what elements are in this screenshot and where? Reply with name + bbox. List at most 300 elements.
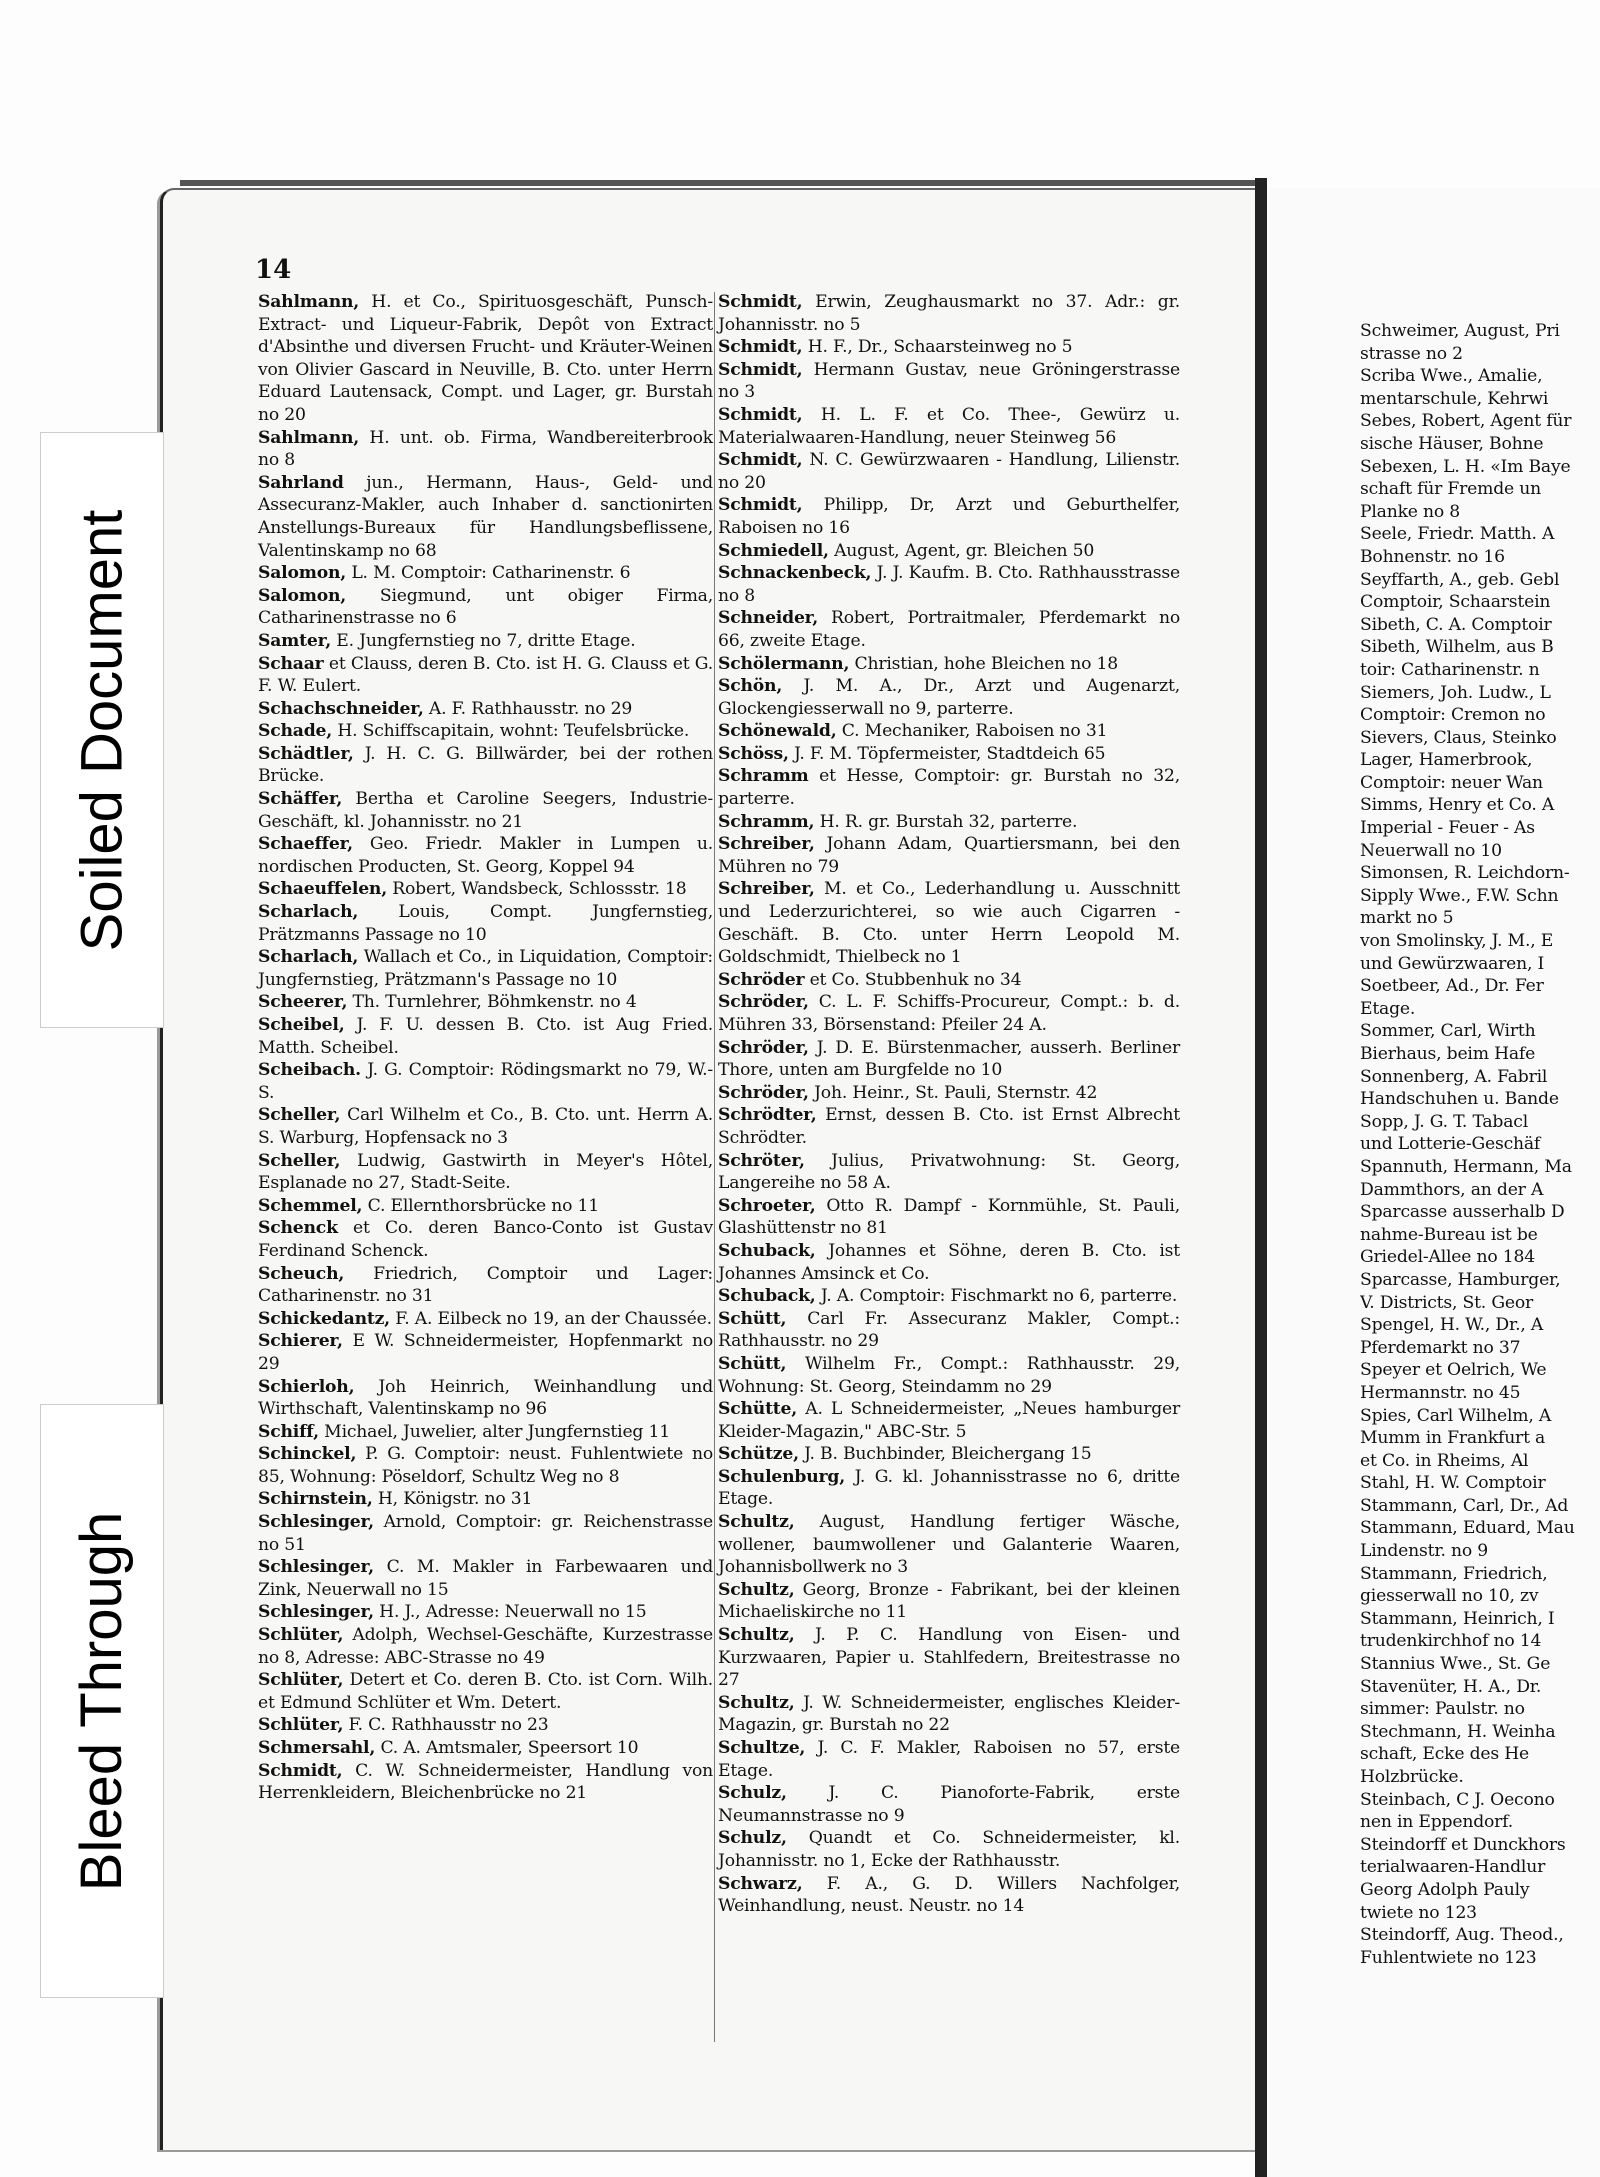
- entry-details: C. Ellernthorsbrücke no 11: [362, 1195, 599, 1216]
- directory-entry: [258, 1760, 713, 1805]
- directory-entry: [258, 698, 713, 721]
- directory-entry: [258, 1195, 713, 1218]
- entry-details: jun., Hermann, Haus-, Geld- und Assecuranz-Makler, auch Inhaber d. sanctionirten Anstellungs-Bureaux für Handlungsbeflissene, Valentinskamp no 68: [258, 472, 713, 561]
- entry-name: Sahrland: [258, 472, 344, 493]
- entry-name: Schinckel,: [258, 1444, 357, 1465]
- directory-entry: [258, 743, 713, 788]
- entry-name: Schütze,: [718, 1444, 799, 1465]
- entry-details: J. M. A., Dr., Arzt und Augenarzt, Glockengiesserwall no 9, parterre.: [718, 676, 1180, 719]
- entry-name: Schirnstein,: [258, 1489, 373, 1510]
- entry-details: et Clauss, deren B. Cto. ist H. G. Clauss et G. F. W. Eulert.: [258, 653, 713, 697]
- page-top-edge: [180, 180, 1260, 186]
- directory-line-truncated: Bierhaus, beim Hafe: [1360, 1044, 1536, 1064]
- directory-line-truncated: Stammann, Eduard, Mau: [1360, 1518, 1575, 1539]
- directory-line-truncated: Sopp, J. G. T. Tabacl: [1360, 1111, 1528, 1132]
- directory-entry: [718, 1692, 1180, 1737]
- entry-details: Robert, Portraitmaler, Pferdemarkt no 66, zweite Etage.: [718, 608, 1180, 651]
- entry-details: F. A., G. D. Willers Nachfolger, Weinhandlung, neust. Neustr. no 14: [718, 1873, 1180, 1917]
- directory-entry: [258, 946, 713, 991]
- entry-details: Georg, Bronze - Fabrikant, bei der kleinen Michaeliskirche no 11: [718, 1579, 1180, 1623]
- entry-details: Wallach et Co., in Liquidation, Comptoir: Jungfernstieg, Prätzmann's Passage no 10: [258, 947, 713, 990]
- entry-name: Schmiedell,: [718, 540, 829, 561]
- directory-line-truncated: Dammthors, an der A: [1360, 1179, 1544, 1200]
- directory-entry: [718, 1285, 1180, 1308]
- entry-name: Schönewald,: [718, 721, 837, 742]
- directory-line-truncated: Comptoir: neuer Wan: [1360, 772, 1543, 793]
- directory-line-truncated: Stahl, H. W. Comptoir: [1360, 1473, 1546, 1494]
- entry-details: J. F. M. Töpfermeister, Stadtdeich 65: [788, 743, 1106, 764]
- entry-details: M. et Co., Lederhandlung u. Ausschnitt und Lederzurichterei, so wie auch Cigarren - Geschäft. B. Cto. unter Herrn Leopold M. Goldschmidt, Thielbeck no 1: [718, 879, 1180, 968]
- column-divider: [714, 292, 715, 2042]
- entry-details: Bertha et Caroline Seegers, Industrie-Geschäft, kl. Johannisstr. no 21: [258, 789, 713, 832]
- directory-line-truncated: Sebexen, L. H. «Im Baye: [1360, 456, 1571, 477]
- directory-line-truncated: nahme-Bureau ist be: [1360, 1224, 1538, 1245]
- directory-line-truncated: Stechmann, H. Weinha: [1360, 1721, 1556, 1742]
- entry-details: Siegmund, unt obiger Firma, Catharinenstrasse no 6: [258, 585, 713, 629]
- entry-details: E W. Schneidermeister, Hopfenmarkt no 29: [258, 1331, 713, 1374]
- directory-entry: [258, 991, 713, 1014]
- page-number: 14: [255, 255, 292, 285]
- entry-details: H. J., Adresse: Neuerwall no 15: [373, 1602, 647, 1623]
- directory-entry: [718, 1737, 1180, 1782]
- directory-line-truncated: Schweimer, August, Pri: [1360, 321, 1560, 341]
- entry-name: Schröder,: [718, 1082, 809, 1103]
- entry-details: H. L. F. et Co. Thee-, Gewürz u. Materialwaaren-Handlung, neuer Steinweg 56: [718, 404, 1180, 448]
- entry-details: et Hesse, Comptoir: gr. Burstah no 32, parterre.: [718, 766, 1180, 810]
- entry-details: Louis, Compt. Jungfernstieg, Prätzmanns Passage no 10: [258, 902, 713, 945]
- directory-line-truncated: Spies, Carl Wilhelm, A: [1360, 1405, 1552, 1426]
- entry-details: Friedrich, Comptoir und Lager: Catharinenstr. no 31: [258, 1263, 713, 1307]
- entry-name: Schultz,: [718, 1579, 795, 1600]
- directory-entry: [258, 562, 713, 585]
- entry-name: Schäffer,: [258, 789, 343, 810]
- entry-details: F. C. Rathhausstr no 23: [343, 1715, 549, 1736]
- directory-entry: [718, 404, 1180, 449]
- directory-entry: [718, 540, 1180, 563]
- directory-line-truncated: markt no 5: [1360, 908, 1454, 929]
- directory-line-truncated: Georg Adolph Pauly: [1360, 1879, 1530, 1900]
- entry-details: H. F., Dr., Schaarsteinweg no 5: [802, 337, 1073, 358]
- directory-entry: [718, 291, 1180, 336]
- entry-details: Michael, Juwelier, alter Jungfernstieg 11: [318, 1421, 670, 1442]
- entry-name: Schreiber,: [718, 834, 815, 855]
- entry-name: Schaeffer,: [258, 834, 353, 855]
- entry-details: J. P. C. Handlung von Eisen- und Kurzwaaren, Papier u. Stahlfedern, Breitestrasse no 27: [718, 1625, 1180, 1691]
- directory-entry: [718, 991, 1180, 1036]
- directory-line-truncated: Hermannstr. no 45: [1360, 1382, 1521, 1403]
- entry-details: L. M. Comptoir: Catharinenstr. 6: [346, 563, 631, 584]
- entry-name: Schaar: [258, 653, 324, 674]
- directory-entry: [718, 1466, 1180, 1511]
- entry-name: Schultz,: [718, 1512, 795, 1533]
- directory-entry: [258, 1330, 713, 1375]
- entry-details: et Co. Stubbenhuk no 34: [804, 969, 1022, 990]
- directory-line-truncated: Sonnenberg, A. Fabril: [1360, 1066, 1548, 1087]
- entry-details: Ernst, dessen B. Cto. ist Ernst Albrecht Schrödter.: [718, 1105, 1180, 1148]
- entry-name: Scharlach,: [258, 947, 359, 968]
- directory-entry: [718, 743, 1180, 766]
- directory-entry: [258, 1443, 713, 1488]
- entry-details: P. G. Comptoir: neust. Fuhlentwiete no 85, Wohnung: Pöseldorf, Schultz Weg no 8: [258, 1444, 713, 1487]
- directory-entry: [718, 1082, 1180, 1105]
- entry-name: Scheuch,: [258, 1263, 345, 1284]
- entry-name: Sahlmann,: [258, 292, 360, 312]
- directory-line-truncated: trudenkirchhof no 14: [1360, 1631, 1542, 1652]
- directory-entry: [718, 765, 1180, 810]
- directory-line-truncated: toir: Catharinenstr. n: [1360, 659, 1540, 680]
- entry-name: Schickedantz,: [258, 1308, 390, 1329]
- directory-line-truncated: Stammann, Friedrich,: [1360, 1563, 1548, 1584]
- entry-name: Scheibach.: [258, 1060, 361, 1081]
- entry-name: Schöss,: [718, 743, 789, 764]
- entry-details: N. C. Gewürzwaaren - Handlung, Lilienstr. no 20: [718, 450, 1180, 493]
- entry-name: Sahlmann,: [258, 427, 360, 448]
- entry-name: Schuback,: [718, 1286, 816, 1307]
- directory-entry: [258, 1263, 713, 1308]
- entry-name: Schlesinger,: [258, 1557, 374, 1578]
- directory-entry: [258, 1104, 713, 1149]
- entry-name: Schramm: [718, 766, 809, 787]
- directory-entry: [258, 1488, 713, 1511]
- entry-name: Schlüter,: [258, 1625, 344, 1646]
- entry-name: Schulz,: [718, 1783, 787, 1804]
- entry-details: Johannes et Söhne, deren B. Cto. ist Johannes Amsinck et Co.: [718, 1240, 1180, 1284]
- entry-name: Schmersahl,: [258, 1738, 376, 1758]
- entry-name: Schröder,: [718, 992, 809, 1013]
- entry-details: August, Agent, gr. Bleichen 50: [828, 540, 1095, 561]
- entry-details: et Co. deren Banco-Conto ist Gustav Ferdinand Schenck.: [258, 1218, 713, 1261]
- directory-entry: [258, 291, 713, 427]
- directory-entry: [718, 1240, 1180, 1285]
- entry-details: Th. Turnlehrer, Böhmkenstr. no 4: [347, 992, 637, 1013]
- directory-line-truncated: Simms, Henry et Co. A: [1360, 795, 1555, 816]
- entry-details: Philipp, Dr, Arzt und Geburthelfer, Raboisen no 16: [718, 495, 1180, 538]
- entry-name: Schröter,: [718, 1150, 805, 1171]
- entry-details: J. B. Buchbinder, Bleichergang 15: [798, 1444, 1092, 1465]
- entry-details: Robert, Wandsbeck, Schlossstr. 18: [387, 879, 687, 900]
- directory-entry: [718, 833, 1180, 878]
- directory-line-truncated: Spannuth, Hermann, Ma: [1360, 1156, 1572, 1177]
- directory-entry: [258, 1014, 713, 1059]
- directory-line-truncated: Comptoir: Cremon no: [1360, 705, 1546, 726]
- directory-line-truncated: Sparcasse ausserhalb D: [1360, 1202, 1565, 1223]
- directory-entry: [718, 811, 1180, 834]
- directory-entry: [718, 1873, 1180, 1918]
- directory-entry: [258, 1217, 713, 1262]
- directory-entry: [718, 359, 1180, 404]
- entry-name: Schultze,: [718, 1738, 806, 1758]
- entry-name: Schneider,: [718, 608, 819, 629]
- directory-entry: [718, 562, 1180, 607]
- book-gutter: [1255, 178, 1267, 2177]
- directory-line-truncated: Steinbach, C J. Oecono: [1360, 1789, 1555, 1810]
- entry-name: Schultz,: [718, 1625, 795, 1646]
- entry-details: Geo. Friedr. Makler in Lumpen u. nordischen Producten, St. Georg, Koppel 94: [258, 834, 713, 877]
- bleed-through-label: [40, 1404, 164, 1998]
- entry-name: Schaeuffelen,: [258, 879, 388, 900]
- directory-entry: [258, 1624, 713, 1669]
- directory-entry: [258, 1150, 713, 1195]
- directory-entry: [718, 1308, 1180, 1353]
- entry-details: Carl Fr. Assecuranz Makler, Compt.: Rathhausstr. no 29: [718, 1308, 1180, 1352]
- entry-details: Carl Wilhelm et Co., B. Cto. unt. Herrn A. S. Warburg, Hopfensack no 3: [258, 1105, 713, 1148]
- entry-details: A. L Schneidermeister, „Neues hamburger Kleider-Magazin," ABC-Str. 5: [718, 1399, 1180, 1442]
- entry-details: C. Mechaniker, Raboisen no 31: [836, 721, 1108, 742]
- entry-details: J. C. Pianoforte-Fabrik, erste Neumannstrasse no 9: [718, 1783, 1180, 1826]
- entry-name: Schütt,: [718, 1308, 787, 1329]
- directory-line-truncated: nen in Eppendorf.: [1360, 1812, 1513, 1833]
- directory-line-truncated: Seele, Friedr. Matth. A: [1360, 524, 1555, 545]
- soiled-document-text: Soiled Document: [69, 509, 135, 951]
- directory-entry: [718, 607, 1180, 652]
- directory-entry: [718, 1579, 1180, 1624]
- entry-details: Quandt et Co. Schneidermeister, kl. Johannisstr. no 1, Ecke der Rathhausstr.: [718, 1828, 1180, 1871]
- directory-line-truncated: Stannius Wwe., St. Ge: [1360, 1654, 1551, 1675]
- directory-entry: [718, 1511, 1180, 1579]
- entry-name: Schölermann,: [718, 653, 850, 674]
- entry-name: Schmidt,: [718, 404, 803, 425]
- entry-name: Scharlach,: [258, 902, 359, 923]
- entry-name: Schiff,: [258, 1421, 319, 1442]
- entry-name: Schlüter,: [258, 1670, 344, 1691]
- directory-line-truncated: Seyffarth, A., geb. Gebl: [1360, 569, 1560, 590]
- entry-details: J. F. U. dessen B. Cto. ist Aug Fried. Matth. Scheibel.: [258, 1015, 713, 1058]
- entry-details: J. D. E. Bürstenmacher, ausserh. Berliner Thore, unten am Burgfelde no 10: [718, 1037, 1180, 1081]
- entry-details: J. W. Schneidermeister, englisches Kleider-Magazin, gr. Burstah no 22: [718, 1692, 1180, 1736]
- entry-name: Schenck: [258, 1218, 338, 1239]
- entry-details: C. M. Makler in Farbewaaren und Zink, Neuerwall no 15: [258, 1557, 713, 1600]
- directory-column-middle: [718, 291, 1180, 1918]
- directory-entry: [258, 901, 713, 946]
- directory-entry: [718, 1195, 1180, 1240]
- entry-name: Schlesinger,: [258, 1512, 374, 1533]
- directory-line-truncated: Imperial - Feuer - As: [1360, 818, 1535, 839]
- directory-entry: [258, 1737, 713, 1760]
- directory-line-truncated: Sebes, Robert, Agent für: [1360, 411, 1572, 432]
- entry-name: Schramm,: [718, 811, 815, 832]
- entry-name: Scheerer,: [258, 992, 348, 1013]
- directory-line-truncated: Sibeth, C. A. Comptoir: [1360, 614, 1552, 635]
- entry-details: Otto R. Dampf - Kornmühle, St. Pauli, Glashüttenstr no 81: [718, 1195, 1180, 1239]
- entry-name: Schade,: [258, 721, 333, 742]
- entry-details: Adolph, Wechsel-Geschäfte, Kurzestrasse no 8, Adresse: ABC-Strasse no 49: [258, 1625, 713, 1668]
- directory-line-truncated: Griedel-Allee no 184: [1360, 1247, 1535, 1268]
- directory-entry: [258, 1669, 713, 1714]
- entry-name: Schütte,: [718, 1399, 798, 1420]
- directory-entry: [718, 1827, 1180, 1872]
- entry-name: Schütt,: [718, 1353, 787, 1374]
- directory-line-truncated: Simonsen, R. Leichdorn-: [1360, 863, 1570, 884]
- entry-details: E. Jungfernstieg no 7, dritte Etage.: [331, 630, 636, 651]
- directory-entry: [258, 472, 713, 562]
- directory-line-truncated: Scriba Wwe., Amalie,: [1360, 366, 1543, 387]
- directory-line-truncated: Holzbrücke.: [1360, 1767, 1464, 1787]
- entry-details: Ludwig, Gastwirth in Meyer's Hôtel, Esplanade no 27, Stadt-Seite.: [258, 1150, 713, 1194]
- entry-details: August, Handlung fertiger Wäsche, wollener, baumwollener und Galanterie Waaren, Johannisbollwerk no 3: [718, 1512, 1180, 1578]
- entry-name: Schmidt,: [718, 292, 803, 312]
- entry-name: Schnackenbeck,: [718, 563, 872, 584]
- directory-line-truncated: twiete no 123: [1360, 1902, 1477, 1923]
- entry-details: J. A. Comptoir: Fischmarkt no 6, parterre.: [815, 1286, 1178, 1307]
- directory-line-truncated: Stammann, Heinrich, I: [1360, 1608, 1555, 1629]
- entry-name: Schmidt,: [718, 359, 803, 380]
- directory-entry: [718, 1150, 1180, 1195]
- entry-name: Schulz,: [718, 1828, 787, 1849]
- directory-line-truncated: Etage.: [1360, 998, 1416, 1019]
- directory-entry: [258, 1308, 713, 1331]
- directory-line-truncated: Planke no 8: [1360, 501, 1461, 522]
- entry-details: C. L. F. Schiffs-Procureur, Compt.: b. d. Mühren 33, Börsenstand: Pfeiler 24 A.: [718, 992, 1180, 1035]
- directory-line-truncated: sische Häuser, Bohne: [1360, 433, 1544, 454]
- entry-name: Schmidt,: [718, 495, 803, 516]
- entry-details: Hermann Gustav, neue Gröningerstrasse no 3: [718, 359, 1180, 403]
- entry-name: Schierer,: [258, 1331, 343, 1352]
- entry-details: Joh Heinrich, Weinhandlung und Wirthschaft, Valentinskamp no 96: [258, 1376, 713, 1420]
- directory-entry: [718, 1398, 1180, 1443]
- directory-line-truncated: Sparcasse, Hamburger,: [1360, 1269, 1561, 1290]
- entry-name: Schön,: [718, 676, 783, 697]
- directory-entry: [718, 1037, 1180, 1082]
- directory-line-truncated: Comptoir, Schaarstein: [1360, 592, 1551, 613]
- directory-line-truncated: schaft, Ecke des He: [1360, 1744, 1529, 1765]
- directory-entry: [718, 878, 1180, 968]
- directory-entry: [718, 1624, 1180, 1692]
- directory-entry: [258, 1421, 713, 1444]
- directory-line-truncated: Sommer, Carl, Wirth: [1360, 1021, 1536, 1042]
- entry-details: H. R. gr. Burstah 32, parterre.: [814, 811, 1078, 832]
- directory-line-truncated: terialwaaren-Handlur: [1360, 1857, 1546, 1878]
- directory-line-truncated: Speyer et Oelrich, We: [1360, 1360, 1547, 1381]
- entry-name: Schuback,: [718, 1240, 816, 1261]
- directory-entry: [258, 833, 713, 878]
- directory-line-truncated: Handschuhen u. Bande: [1360, 1089, 1559, 1110]
- directory-entry: [258, 1601, 713, 1624]
- entry-name: Schlesinger,: [258, 1602, 374, 1623]
- directory-entry: [718, 1443, 1180, 1466]
- directory-line-truncated: Soetbeer, Ad., Dr. Fer: [1360, 976, 1544, 997]
- entry-name: Schulenburg,: [718, 1466, 846, 1487]
- entry-details: F. A. Eilbeck no 19, an der Chaussée.: [389, 1308, 712, 1329]
- entry-name: Schrödter,: [718, 1105, 817, 1126]
- directory-line-truncated: Stavenüter, H. A., Dr.: [1360, 1676, 1542, 1697]
- directory-line-truncated: Fuhlentwiete no 123: [1360, 1947, 1537, 1968]
- entry-name: Schultz,: [718, 1692, 795, 1713]
- directory-entry: [258, 1059, 713, 1104]
- entry-details: A. F. Rathhausstr. no 29: [423, 698, 633, 719]
- entry-name: Scheller,: [258, 1150, 341, 1171]
- directory-entry: [718, 720, 1180, 743]
- directory-entry: [258, 720, 713, 743]
- entry-name: Schemmel,: [258, 1195, 363, 1216]
- entry-name: Schmidt,: [718, 337, 803, 358]
- entry-name: Schmidt,: [718, 450, 803, 471]
- directory-line-truncated: mentarschule, Kehrwi: [1360, 388, 1549, 409]
- soiled-document-label: [40, 432, 164, 1028]
- directory-entry: [258, 1376, 713, 1421]
- entry-name: Schröder,: [718, 1037, 809, 1058]
- entry-name: Schröder: [718, 969, 805, 990]
- entry-details: J. G. kl. Johannisstrasse no 6, dritte Etage.: [718, 1466, 1180, 1510]
- entry-name: Salomon,: [258, 563, 347, 584]
- directory-line-truncated: Steindorff, Aug. Theod.,: [1360, 1925, 1564, 1946]
- directory-column-right-page: [1360, 320, 1600, 1969]
- directory-line-truncated: Pferdemarkt no 37: [1360, 1337, 1521, 1358]
- directory-line-truncated: Steindorff et Dunckhors: [1360, 1834, 1566, 1855]
- directory-entry: [718, 449, 1180, 494]
- directory-entry: [258, 788, 713, 833]
- directory-entry: [718, 1782, 1180, 1827]
- directory-line-truncated: Sipply Wwe., F.W. Schn: [1360, 885, 1559, 906]
- entry-name: Schwarz,: [718, 1873, 803, 1894]
- directory-line-truncated: strasse no 2: [1360, 343, 1463, 364]
- entry-details: Joh. Heinr., St. Pauli, Sternstr. 42: [808, 1082, 1098, 1103]
- entry-details: J. G. Comptoir: Rödingsmarkt no 79, W.-S.: [258, 1060, 713, 1103]
- entry-name: Scheibel,: [258, 1015, 345, 1035]
- entry-details: H. unt. ob. Firma, Wandbereiterbrook no 8: [258, 427, 713, 471]
- entry-details: J. H. C. G. Billwärder, bei der rothen Brücke.: [258, 743, 713, 787]
- directory-entry: [258, 1511, 713, 1556]
- entry-details: Erwin, Zeughausmarkt no 37. Adr.: gr. Johannisstr. no 5: [718, 292, 1180, 335]
- entry-name: Schlüter,: [258, 1715, 344, 1736]
- directory-line-truncated: Stammann, Carl, Dr., Ad: [1360, 1495, 1569, 1516]
- bleed-through-text: Bleed Through: [69, 1511, 135, 1891]
- directory-entry: [718, 969, 1180, 992]
- directory-line-truncated: Bohnenstr. no 16: [1360, 546, 1505, 567]
- directory-column-left: [258, 291, 713, 1805]
- directory-line-truncated: Sibeth, Wilhelm, aus B: [1360, 637, 1554, 658]
- directory-line-truncated: Lager, Hamerbrook,: [1360, 750, 1533, 771]
- directory-entry: [718, 1104, 1180, 1149]
- directory-entry: [258, 585, 713, 630]
- directory-line-truncated: Spengel, H. W., Dr., A: [1360, 1315, 1544, 1336]
- directory-entry: [258, 878, 713, 901]
- directory-line-truncated: et Co. in Rheims, Al: [1360, 1450, 1529, 1471]
- entry-details: Arnold, Comptoir: gr. Reichenstrasse no 51: [258, 1512, 713, 1555]
- entry-name: Schroeter,: [718, 1195, 816, 1216]
- entry-name: Schreiber,: [718, 879, 815, 900]
- directory-line-truncated: und Lotterie-Geschäf: [1360, 1134, 1541, 1155]
- directory-line-truncated: Mumm in Frankfurt a: [1360, 1428, 1546, 1449]
- entry-details: C. W. Schneidermeister, Handlung von Herrenkleidern, Bleichenbrücke no 21: [258, 1760, 713, 1804]
- entry-name: Schädtler,: [258, 743, 354, 764]
- directory-entry: [258, 653, 713, 698]
- directory-entry: [258, 1714, 713, 1737]
- directory-line-truncated: V. Districts, St. Geor: [1360, 1292, 1534, 1313]
- directory-entry: [718, 653, 1180, 676]
- entry-name: Salomon,: [258, 585, 347, 606]
- entry-details: Wilhelm Fr., Compt.: Rathhausstr. 29, Wohnung: St. Georg, Steindamm no 29: [718, 1353, 1180, 1397]
- directory-line-truncated: Sievers, Claus, Steinko: [1360, 727, 1557, 748]
- entry-details: Christian, hohe Bleichen no 18: [849, 653, 1118, 674]
- entry-details: Julius, Privatwohnung: St. Georg, Langereihe no 58 A.: [718, 1150, 1180, 1194]
- directory-entry: [258, 427, 713, 472]
- entry-details: H. et Co., Spirituosgeschäft, Punsch-Extract- und Liqueur-Fabrik, Depôt von Extract d'Absinthe und diversen Frucht- und Kräuter-Weinen von Olivier Gascard in Neuville, B. Cto. unter Herrn Eduard Lautensack, Compt. und Lager, gr. Burstah no 20: [258, 292, 713, 425]
- directory-line-truncated: simmer: Paulstr. no: [1360, 1699, 1525, 1720]
- directory-entry: [718, 1353, 1180, 1398]
- entry-name: Schachschneider,: [258, 698, 424, 719]
- directory-line-truncated: schaft für Fremde un: [1360, 479, 1541, 500]
- entry-name: Schmidt,: [258, 1760, 343, 1781]
- directory-line-truncated: Lindenstr. no 9: [1360, 1541, 1489, 1562]
- entry-details: Detert et Co. deren B. Cto. ist Corn. Wilh. et Edmund Schlüter et Wm. Detert.: [258, 1670, 713, 1713]
- directory-line-truncated: und Gewürzwaaren, I: [1360, 953, 1545, 974]
- directory-line-truncated: von Smolinsky, J. M., E: [1360, 931, 1554, 952]
- directory-entry: [258, 630, 713, 653]
- directory-entry: [718, 336, 1180, 359]
- entry-details: C. A. Amtsmaler, Speersort 10: [375, 1738, 639, 1758]
- entry-details: H. Schiffscapitain, wohnt: Teufelsbrücke.: [332, 721, 690, 742]
- entry-name: Scheller,: [258, 1105, 341, 1126]
